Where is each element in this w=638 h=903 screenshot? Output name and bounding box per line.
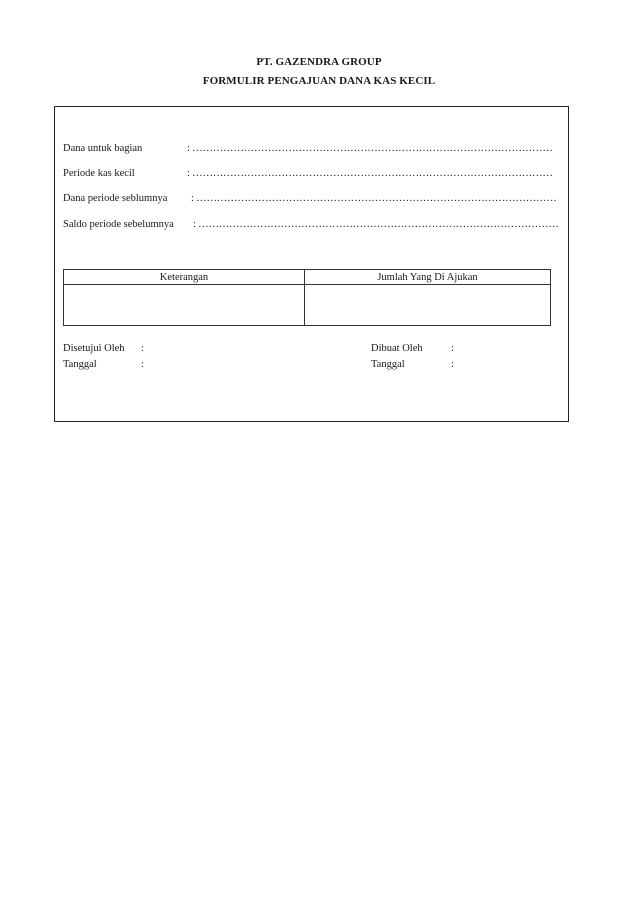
field-saldo-periode-sebelumnya[interactable] — [63, 219, 559, 230]
approved-by-colon[interactable]: : — [141, 343, 144, 354]
form-title: FORMULIR PENGAJUAN DANA KAS KECIL — [202, 75, 436, 87]
made-date-label: Tanggal — [371, 359, 405, 370]
field-dana-periode-seblumnya[interactable] — [63, 193, 557, 204]
column-header-jumlah: Jumlah Yang Di Ajukan — [305, 270, 551, 285]
field-label: Dana periode seblumnya — [63, 193, 168, 204]
column-header-keterangan: Keterangan — [64, 270, 305, 285]
approved-date-colon[interactable]: : — [141, 359, 144, 370]
field-label: Saldo periode sebelumnya — [63, 219, 174, 230]
field-dotted-line[interactable]: : …………………………………………………………………………………………… — [187, 168, 553, 179]
field-dotted-line[interactable]: : …………………………………………………………………………………………… — [187, 143, 553, 154]
keterangan-cell[interactable] — [64, 285, 305, 326]
field-label: Periode kas kecil — [63, 168, 135, 179]
field-dotted-line[interactable]: : …………………………………………………………………………………………… — [193, 219, 559, 230]
form-box — [54, 106, 569, 422]
jumlah-cell[interactable] — [305, 285, 551, 326]
field-dotted-line[interactable]: : …………………………………………………………………………………………… — [191, 193, 557, 204]
company-name: PT. GAZENDRA GROUP — [256, 56, 382, 68]
approved-date-label: Tanggal — [63, 359, 97, 370]
table-row — [64, 285, 551, 326]
field-label: Dana untuk bagian — [63, 143, 143, 154]
made-by-label: Dibuat Oleh — [371, 343, 423, 354]
made-date-colon[interactable]: : — [451, 359, 454, 370]
approved-by-label: Disetujui Oleh — [63, 343, 125, 354]
keterangan-table — [63, 269, 551, 326]
made-by-colon[interactable]: : — [451, 343, 454, 354]
table-header-row — [64, 270, 551, 285]
field-periode-kas-kecil[interactable] — [63, 168, 553, 179]
field-dana-untuk-bagian[interactable] — [63, 143, 553, 154]
